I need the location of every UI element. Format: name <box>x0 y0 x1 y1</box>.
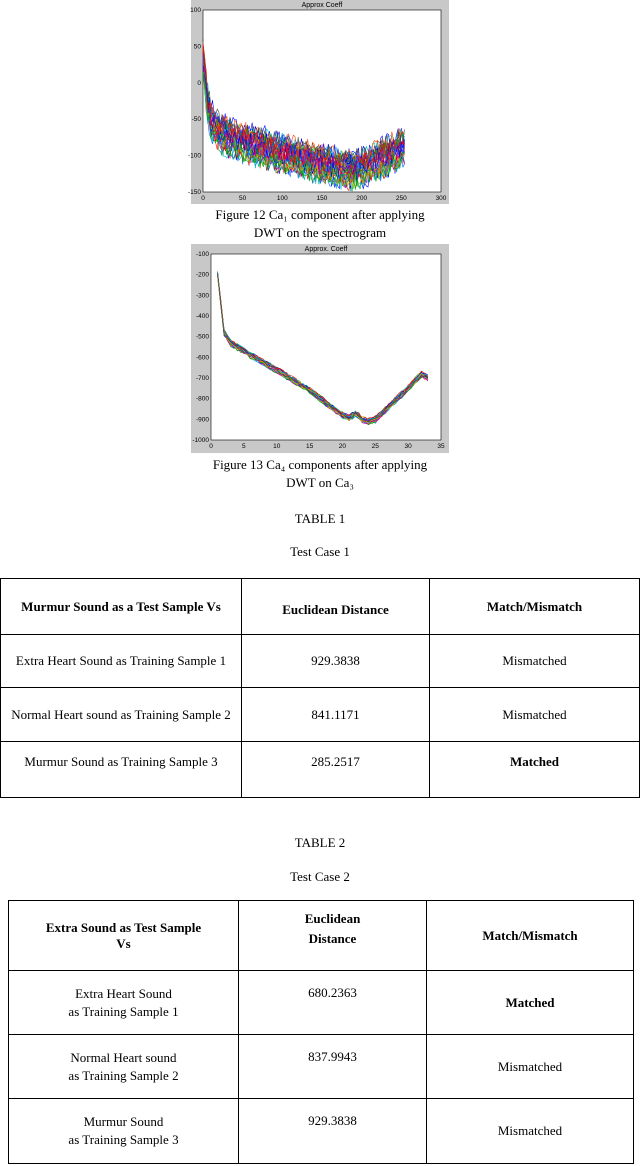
cell: Mismatched <box>430 635 640 688</box>
y-tick-label: -300 <box>195 292 209 300</box>
cell: Mismatched <box>427 1035 634 1099</box>
y-tick-label: -150 <box>187 189 201 196</box>
y-tick-label: -400 <box>195 313 209 320</box>
figure-12-plot <box>187 0 449 204</box>
y-tick-label: 50 <box>193 43 201 51</box>
y-tick-label: -900 <box>195 416 209 424</box>
table-2 <box>8 900 634 1164</box>
cell-line: Murmur Sound <box>83 1114 164 1129</box>
header-cell: Match/Mismatch <box>427 901 634 971</box>
table-2-subtitle: Test Case 2 <box>290 869 350 884</box>
x-tick-label: 10 <box>273 443 281 450</box>
y-tick-label: -600 <box>195 354 209 362</box>
header-cell: Match/Mismatch <box>430 579 640 635</box>
y-tick-label: -700 <box>195 375 209 382</box>
y-tick-label: -800 <box>195 395 209 403</box>
approx-coeff-chart-2 <box>191 244 449 453</box>
chart-title: Approx Coeff <box>301 2 343 9</box>
x-tick-label: 50 <box>239 195 247 202</box>
cell: Murmur Sound as Training Sample 3 <box>1 742 242 798</box>
x-tick-label: 200 <box>356 195 368 202</box>
cell-line: as Training Sample 3 <box>68 1132 179 1147</box>
table-2-label: TABLE 2 <box>294 835 346 850</box>
y-tick-label: -500 <box>195 333 209 341</box>
header-cell <box>239 901 427 971</box>
header-cell: Murmur Sound as a Test Sample Vs <box>1 579 242 635</box>
cell: Normal Heart sound as Training Sample 2 <box>1 688 242 742</box>
caption-line: DWT on the spectrogram <box>253 225 387 240</box>
x-tick-label: 15 <box>305 443 314 450</box>
x-tick-label: 35 <box>437 443 445 450</box>
x-tick-label: 100 <box>276 195 288 202</box>
cell: 285.2517 <box>242 742 430 798</box>
y-tick-label: -200 <box>195 271 209 279</box>
y-tick-label: 0 <box>197 79 201 87</box>
y-tick-label: -50 <box>191 116 201 124</box>
table-1-label: TABLE 1 <box>294 511 346 526</box>
plot-area <box>211 254 441 440</box>
cell <box>9 1099 239 1164</box>
cell: Mismatched <box>430 688 640 742</box>
caption-line: Figure 13 Ca₄ components after applying <box>212 457 428 472</box>
table-row <box>9 1035 634 1099</box>
table-row <box>1 635 640 688</box>
y-tick-label: 100 <box>190 7 201 14</box>
x-tick-label: 5 <box>242 443 246 450</box>
cell: Matched <box>427 971 634 1035</box>
cell: 929.3838 <box>242 635 430 688</box>
x-tick-label: 30 <box>404 443 412 450</box>
table-1 <box>0 578 640 798</box>
cell: 929.3838 <box>239 1099 427 1164</box>
cell-line: Extra Heart Sound <box>75 985 172 1001</box>
chart-title: Approx. Coeff <box>304 246 348 253</box>
x-tick-label: 0 <box>209 443 213 450</box>
y-tick-label: -100 <box>187 152 201 160</box>
header-line: Distance <box>308 931 357 946</box>
table-1-subtitle: Test Case 1 <box>290 544 350 559</box>
header-line: Vs <box>116 935 131 951</box>
x-tick-label: 25 <box>371 443 379 450</box>
cell: Extra Heart Sound as Training Sample 1 <box>1 635 242 688</box>
cell-line: as Training Sample 1 <box>68 1003 179 1019</box>
cell-line: Normal Heart sound <box>70 1049 177 1065</box>
cell: 841.1171 <box>242 688 430 742</box>
x-tick-label: 300 <box>435 195 447 202</box>
cell <box>9 1035 239 1099</box>
table-row <box>9 971 634 1035</box>
header-line: Euclidean <box>304 911 361 926</box>
cell: Mismatched <box>427 1099 634 1164</box>
x-tick-label: 250 <box>395 195 407 202</box>
cell: 680.2363 <box>239 971 427 1035</box>
table-row <box>1 688 640 742</box>
y-tick-label: -1000 <box>192 437 209 444</box>
x-tick-label: 150 <box>316 195 328 202</box>
x-tick-label: 0 <box>201 195 205 202</box>
table-header-row <box>9 901 634 971</box>
caption-line: Figure 12 Ca₁ component after applying <box>215 207 425 222</box>
approx-coeff-chart-1 <box>187 0 449 204</box>
y-tick-label: -100 <box>195 251 209 258</box>
header-cell <box>9 901 239 971</box>
x-tick-label: 20 <box>338 443 347 450</box>
header-cell: Euclidean Distance <box>242 579 430 635</box>
table-row <box>9 1099 634 1164</box>
cell-line: as Training Sample 2 <box>68 1067 179 1083</box>
caption-line: DWT on Ca₃ <box>286 475 354 490</box>
figure-12-caption <box>0 206 640 242</box>
header-line: Extra Sound as Test Sample <box>45 919 202 935</box>
figure-13-plot <box>191 244 449 453</box>
table-row <box>1 742 640 798</box>
cell <box>9 971 239 1035</box>
cell: 837.9943 <box>239 1035 427 1099</box>
figure-13-caption <box>0 456 640 492</box>
table-header-row <box>1 579 640 635</box>
cell: Matched <box>430 742 640 798</box>
